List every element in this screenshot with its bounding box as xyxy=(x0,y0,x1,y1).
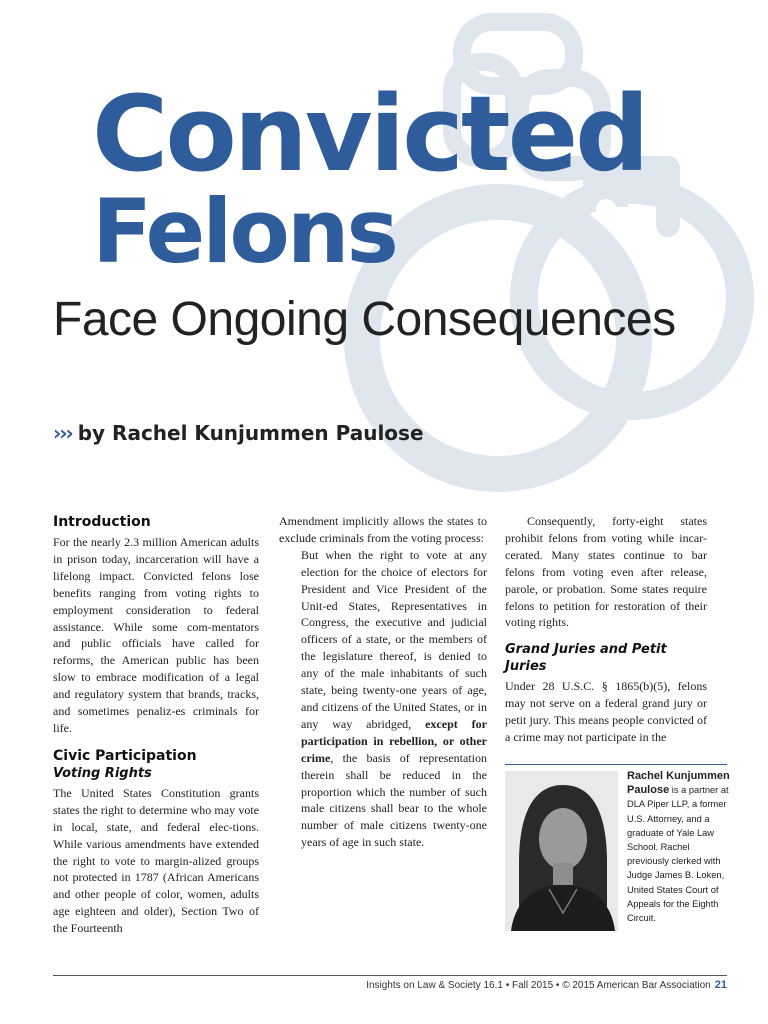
headline-line-1: Convicted xyxy=(92,73,647,195)
author-portrait-icon xyxy=(505,771,618,931)
footer-citation: Insights on Law & Society 16.1 • Fall 2015 • © 2015 American Bar Association xyxy=(366,980,711,991)
author-bio-body: is a partner at DLA Piper LLP, a former U.S. Attorney, and a graduate of Yale Law School. Rachel previously clerked with Judge James B. Loken, United States Court of Appeals for the Eighth Circuit. xyxy=(627,785,729,924)
column-3 xyxy=(505,513,707,746)
footer-divider xyxy=(53,975,727,976)
fourteenth-amendment-quote xyxy=(301,547,487,851)
felon-voting-paragraph: Consequently, forty-eight states prohibit felons from voting while incar-cerated. Many states continue to bar felons from voting even after release, parole, or probation. Some states require felons to petition for restoration of their voting rights. xyxy=(505,514,707,630)
author-bio-box xyxy=(505,764,730,937)
subsection-heading-juries: Grand Juries and Petit Juries xyxy=(505,642,667,675)
column-1 xyxy=(53,513,259,937)
page-footer xyxy=(366,979,727,991)
author-bio-text xyxy=(627,769,733,925)
author-name: Rachel Kunjummen Paulose xyxy=(627,770,730,797)
quote-text-start: But when the right to vote at any election for the choice of electors for President and Vice President of the Unit-ed States, Representatives in Congress, the executive and judicial officers of a state, or the members of the legislature thereof, is denied to any of the male inhabitants of such state, being twenty-one years of age, and citizens of the United States, or in any way abridged, xyxy=(301,547,487,731)
page-number: 21 xyxy=(714,979,727,991)
juries-paragraph: Under 28 U.S.C. § 1865(b)(5), felons may not serve on a federal grand jury or petit jury. This means people convicted of a crime may not participate in the xyxy=(505,679,707,745)
subsection-heading-voting-rights: Voting Rights xyxy=(53,765,152,781)
intro-paragraph: For the nearly 2.3 million American adults in prison today, incarceration will have a lifelong impact. Convicted felons lose benefits ranging from voting rights to employment consideration to federal assistance. While some com-mentators and public officials have called for reforms, the American public has been slow to embrace modification of a legal and regulatory system that brands, tracks, and sometimes penaliz-es criminals for life. xyxy=(53,535,259,735)
byline xyxy=(53,421,424,445)
subheadline: Face Ongoing Consequences xyxy=(53,293,676,346)
section-heading-civic-participation: Civic Participation xyxy=(53,747,197,764)
amendment-lead-paragraph: Amendment implicitly allows the states to exclude criminals from the voting process: xyxy=(279,514,487,545)
chevron-right-icon: ››› xyxy=(53,421,72,445)
column-2 xyxy=(279,513,487,851)
section-heading-introduction: Introduction xyxy=(53,514,151,530)
byline-text: by Rachel Kunjummen Paulose xyxy=(77,421,424,445)
voting-rights-paragraph: The United States Constitution grants states the right to determine who may vote in local, state, and federal elec-tions. While various amendments have extended the right to vote to margin-alized groups not protected in 1787 (African Americans and other people of color, women, adults age eighteen and older), Section Two of the Fourteenth xyxy=(53,785,259,936)
author-photo xyxy=(505,771,618,931)
quote-text-end: , the basis of representation therein shall be reduced in the proportion which the number of such male citizens shall bear to the whole number of male citizens twenty-one years of age in such state. xyxy=(301,750,487,850)
headline-line-2: Felons xyxy=(92,180,396,283)
quote-emphasis: except for participation in rebellion, or other crime xyxy=(301,716,487,765)
